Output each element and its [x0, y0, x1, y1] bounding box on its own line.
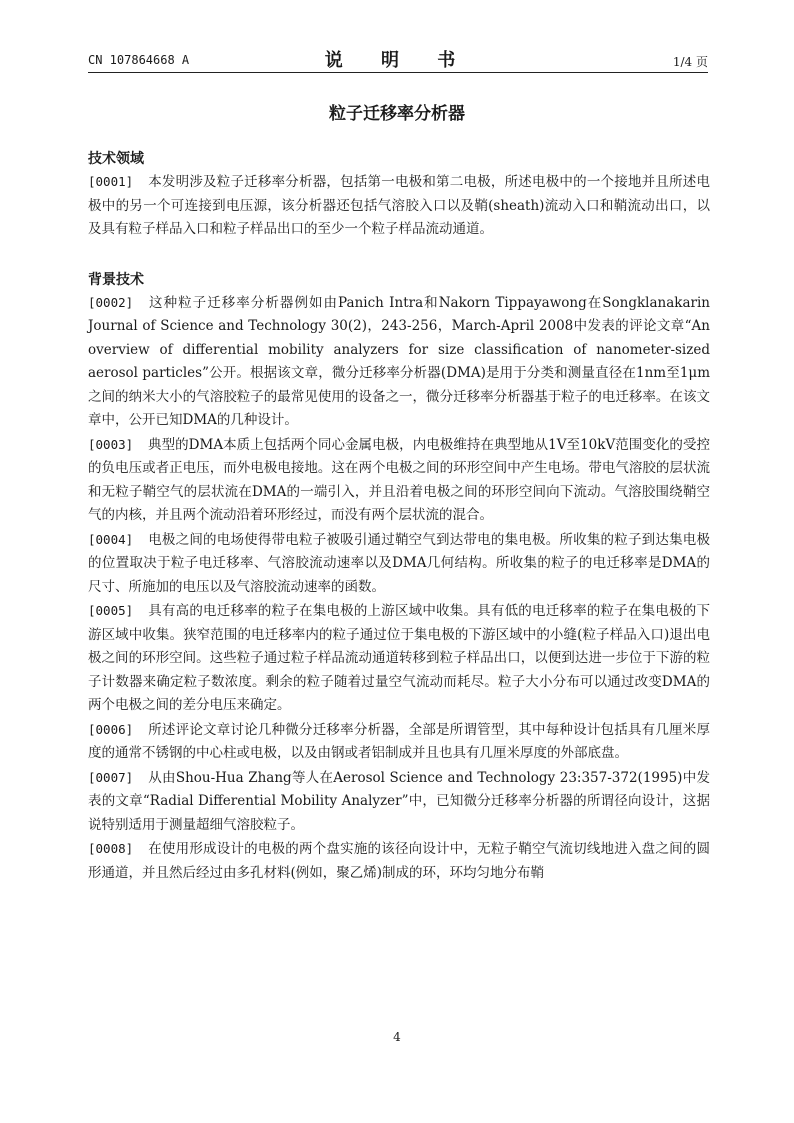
paragraph-text: 所述评论文章讨论几种微分迁移率分析器，全部是所谓管型，其中每种设计包括具有几厘米厚度的通常不锈钢的中心柱或电极，以及由钢或者铝制成并且也具有几厘米厚度的外部底盘。 — [88, 721, 710, 761]
page-header — [88, 40, 708, 80]
document-body — [88, 148, 710, 885]
paragraph-text: 这种粒子迁移率分析器例如由Panich Intra和Nakorn Tippayawong在Songklanakarin Journal of Science and Technology 30(2)，243-256，March-April 2008中发表的评论文章“An overview of differential mobility analyzers for size classification of nanometer-sized aerosol particles”公开。根据该文章，微分迁移率分析器(DMA)是用于分类和测量直径在1nm至1μm之间的纳米大小的气溶胶粒子的最常见使用的设备之一，微分迁移率分析器基于粒子的电迁移率。在该文章中，公开已知DMA的几种设计。 — [88, 294, 710, 428]
paragraph-0001 — [88, 170, 710, 242]
document-title: 粒子迁移率分析器 — [329, 104, 465, 124]
paragraph-text: 典型的DMA本质上包括两个同心金属电极，内电极维持在典型地从1V至10kV范围变化的受控的负电压或者正电压，而外电极电接地。这在两个电极之间的环形空间中产生电场。带电气溶胶的层状流和无粒子鞘空气的层状流在DMA的一端引入，并且沿着电极之间的环形空间向下流动。气溶胶围绕鞘空气的内核，并且两个流动沿着环形经过，而没有两个层状流的混合。 — [88, 436, 710, 523]
header-title: 说 明 书 — [324, 50, 472, 71]
paragraph-0005 — [88, 599, 710, 718]
paragraph-number: [0007] — [88, 769, 134, 785]
paragraph-number: [0002] — [88, 294, 134, 310]
paragraph-text: 电极之间的电场使得带电粒子被吸引通过鞘空气到达带电的集电极。所收集的粒子到达集电极的位置取决于粒子电迁移率、气溶胶流动速率以及DMA几何结构。所收集的粒子的电迁移率是DMA的尺寸、所施加的电压以及气溶胶流动速率的函数。 — [88, 531, 710, 595]
paragraph-number: [0001] — [88, 174, 134, 189]
paragraph-0007 — [88, 766, 710, 838]
paragraph-0002 — [88, 291, 710, 433]
page-number: 4 — [393, 1030, 401, 1044]
paragraph-text: 从由Shou-Hua Zhang等人在Aerosol Science and Technology 23:357-372(1995)中发表的文章“Radial Differential Mobility Analyzer”中，已知微分迁移率分析器的所谓径向设计，这据说特别适用于测量超细气溶胶粒子。 — [88, 769, 710, 833]
header-rule — [88, 72, 708, 73]
section-heading-background: 背景技术 — [88, 271, 144, 288]
paragraph-text: 在使用形成设计的电极的两个盘实施的该径向设计中，无粒子鞘空气流切线地进入盘之间的圆形通道，并且然后经过由多孔材料(例如，聚乙烯)制成的环，环均匀地分布鞘 — [88, 841, 710, 881]
section-heading-technical-field: 技术领域 — [88, 151, 144, 167]
paragraph-0003 — [88, 433, 710, 528]
publication-number: CN 107864668 A — [88, 53, 190, 67]
paragraph-0008 — [88, 837, 710, 885]
paragraph-text: 具有高的电迁移率的粒子在集电极的上游区域中收集。具有低的电迁移率的粒子在集电极的下游区域中收集。狭窄范围的电迁移率内的粒子通过位于集电极的下游区域中的小缝(粒子样品入口)退出电极之间的环形空间。这些粒子通过粒子样品流动通道转移到粒子样品出口，以便到达进一步位于下游的粒子计数器来确定粒子数浓度。剩余的粒子随着过量空气流动而耗尽。粒子大小分布可以通过改变DMA的两个电极之间的差分电压来确定。 — [88, 603, 710, 713]
section-gap — [88, 242, 710, 269]
paragraph-text: 本发明涉及粒子迁移率分析器，包括第一电极和第二电极，所述电极中的一个接地并且所述电极中的另一个可连接到电压源，该分析器还包括气溶胶入口以及鞘(sheath)流动入口和鞘流动出口，以及具有粒子样品入口和粒子样品出口的至少一个粒子样品流动通道。 — [88, 174, 710, 237]
paragraph-number: [0006] — [88, 721, 134, 737]
paragraph-0006 — [88, 718, 710, 766]
page-info: 1/4 页 — [672, 55, 708, 69]
paragraph-number: [0005] — [88, 603, 134, 618]
paragraph-0004 — [88, 528, 710, 600]
paragraph-number: [0004] — [88, 531, 134, 547]
paragraph-number: [0003] — [88, 436, 134, 452]
paragraph-number: [0008] — [88, 841, 134, 856]
